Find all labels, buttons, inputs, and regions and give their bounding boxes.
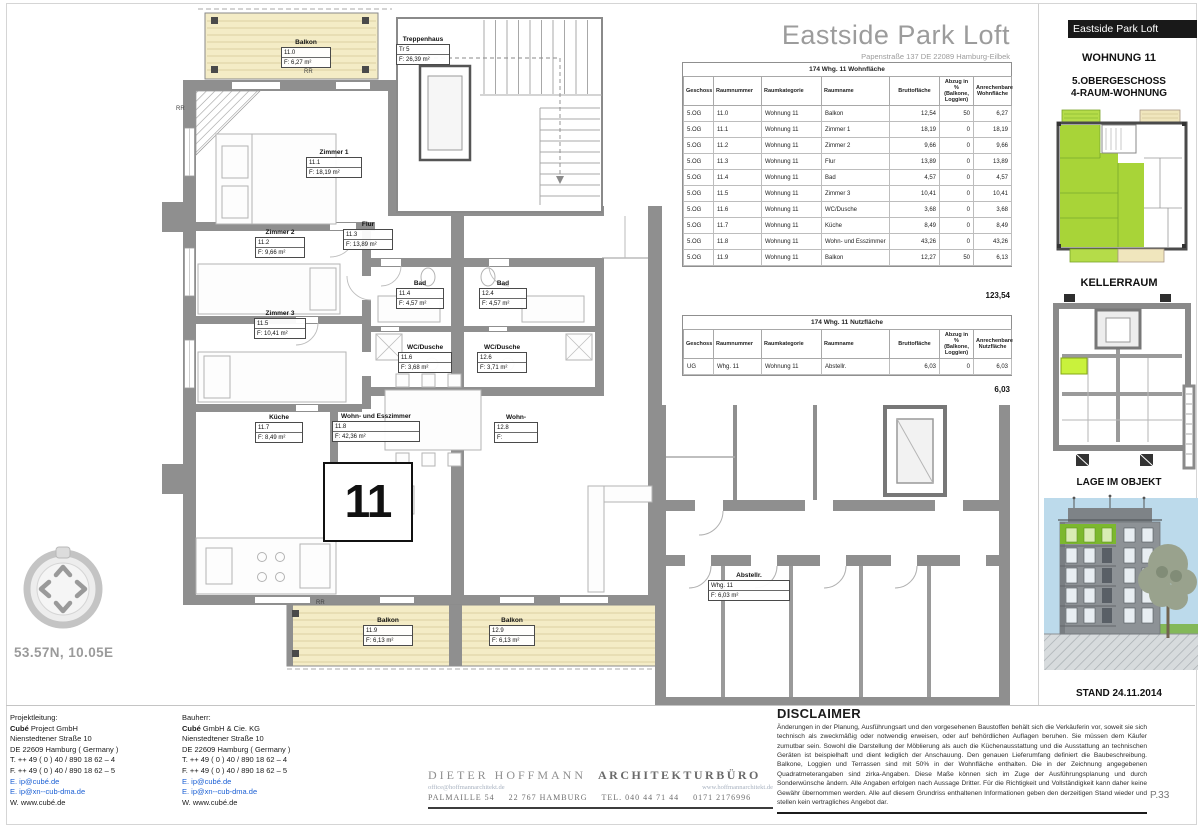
room-name: WC/Dusche [483, 344, 521, 351]
projekt-city: DE 22609 Hamburg ( Germany ) [10, 744, 119, 754]
room-name: Wohn- [505, 414, 527, 421]
table-cell: 12,54 [890, 106, 940, 122]
bauherr-block [182, 713, 290, 808]
table-cell: 11.5 [714, 186, 762, 202]
table-cell: 11.8 [714, 234, 762, 250]
table-cell: 0 [940, 154, 974, 170]
table-cell: Zimmer 3 [822, 186, 890, 202]
table-cell: Abstellr. [822, 359, 890, 375]
area-table-grid [683, 76, 1012, 266]
table-row [684, 359, 1012, 375]
room-area: F: 6,13 m² [364, 635, 412, 645]
table-cell: 11.3 [714, 154, 762, 170]
room-area: F: 4,57 m² [397, 298, 443, 308]
table-cell: 6,27 [974, 106, 1012, 122]
bauherr-city: DE 22609 Hamburg ( Germany ) [182, 744, 291, 754]
table-cell: 6,03 [974, 359, 1012, 375]
room-label-balkon-11-9 [363, 617, 413, 646]
table-cell: 0 [940, 202, 974, 218]
building-elevation [1044, 492, 1198, 670]
room-label-flur [343, 221, 393, 250]
disclaimer-title: DISCLAIMER [777, 706, 861, 721]
table-cell: 50 [940, 250, 974, 266]
room-name: Küche [269, 414, 289, 421]
room-info-box [479, 288, 527, 309]
room-name: Bad [413, 280, 427, 287]
table-cell: 8,49 [890, 218, 940, 234]
room-label-balkon-11-0 [281, 39, 331, 68]
projekt-fax: F. ++ 49 ( 0 ) 40 / 890 18 62 – 5 [10, 765, 116, 775]
room-info-box [306, 157, 362, 178]
wohnflaeche-total: 123,54 [985, 291, 1010, 300]
table-cell: Zimmer 1 [822, 122, 890, 138]
room-label-wc-dusche-11-6 [398, 344, 452, 373]
room-number: 11.2 [258, 239, 270, 246]
room-info-box [255, 422, 303, 443]
column-header: Geschoss [684, 330, 714, 359]
room-info-box [396, 44, 450, 65]
table-cell: Wohnung 11 [762, 218, 822, 234]
room-number: 11.0 [284, 49, 296, 56]
nutzflaeche-total: 6,03 [994, 385, 1010, 394]
table-cell: 5.OG [684, 154, 714, 170]
projekt-label: Projektleitung: [10, 713, 58, 722]
rr-mark: RR [176, 106, 185, 112]
table-cell: 10,41 [890, 186, 940, 202]
room-info-box [494, 422, 538, 443]
room-area: F: 42,36 m² [333, 431, 419, 441]
architect-block [428, 768, 773, 809]
table-cell: 10,41 [974, 186, 1012, 202]
room-number: Tr 5 [399, 46, 410, 53]
room-number: 11.7 [258, 424, 270, 431]
rr-mark: RR [304, 69, 313, 75]
bauherr-street: Nienstedtener Straße 10 [182, 734, 264, 744]
table-row [684, 138, 1012, 154]
table-cell: 5.OG [684, 218, 714, 234]
table-cell: 5.OG [684, 122, 714, 138]
table-row [684, 218, 1012, 234]
room-area: F: 13,89 m² [344, 239, 392, 249]
room-area: F: 9,66 m² [256, 247, 304, 257]
room-info-box [255, 237, 305, 258]
table-cell: 12,27 [890, 250, 940, 266]
room-name: Balkon [377, 617, 399, 624]
room-label-kueche [255, 414, 303, 443]
room-label-wc-dusche-12-6 [477, 344, 527, 373]
room-area: F: 6,27 m² [282, 57, 330, 67]
unit-number-11: 11 [323, 462, 413, 542]
table-cell: 0 [940, 186, 974, 202]
projekt-name: Cubé Project GmbH [10, 723, 78, 733]
page-number: P.33 [1150, 790, 1170, 801]
floor-title-line2: 4-RAUM-WOHNUNG [1070, 88, 1168, 99]
architect-address-line [428, 793, 773, 802]
room-name: Bad [496, 280, 510, 287]
room-info-box [343, 229, 393, 250]
architect-contacts [428, 784, 773, 791]
table-cell: 11.9 [714, 250, 762, 266]
column-header: Geschoss [684, 77, 714, 106]
table-cell: UG [684, 359, 714, 375]
bauherr-email2-link[interactable]: E. ip@xn--cub-dma.de [182, 787, 258, 797]
table-cell: 11.0 [714, 106, 762, 122]
room-label-balkon-12-9 [489, 617, 535, 646]
projekt-email1-link[interactable]: E. ip@cubé.de [10, 776, 60, 786]
column-header: Raumkategorie [762, 330, 822, 359]
architect-tel: TEL. 040 44 71 44 [601, 793, 680, 802]
table-cell: 50 [940, 106, 974, 122]
table-cell: 13,89 [974, 154, 1012, 170]
column-header: Raumnummer [714, 77, 762, 106]
table-cell: Wohnung 11 [762, 170, 822, 186]
table-cell: Wohnung 11 [762, 138, 822, 154]
room-label-zimmer-3 [254, 310, 306, 339]
room-number: 11.1 [309, 159, 321, 166]
room-info-box [363, 625, 413, 646]
table-row [684, 234, 1012, 250]
table-cell: Balkon [822, 106, 890, 122]
table-cell: Wohnung 11 [762, 202, 822, 218]
room-number: 12.4 [482, 290, 494, 297]
table-cell: Wohnung 11 [762, 106, 822, 122]
building [1058, 495, 1162, 634]
wohnflaeche-table [682, 62, 1012, 267]
room-info-box [489, 625, 535, 646]
bauherr-fax: F. ++ 49 ( 0 ) 40 / 890 18 62 – 5 [182, 765, 288, 775]
room-info-box [708, 580, 790, 601]
keller-cell-highlight [1061, 358, 1087, 374]
table-cell: 6,13 [974, 250, 1012, 266]
architect-city: 22 767 HAMBURG [508, 793, 588, 802]
room-area: F: 18,19 m² [307, 167, 361, 177]
table-cell: 8,49 [974, 218, 1012, 234]
table-cell: Wohnung 11 [762, 234, 822, 250]
table-cell: Wohnung 11 [762, 122, 822, 138]
architect-address: PALMAILLE 54 [428, 793, 495, 802]
room-name: Balkon [295, 39, 317, 46]
room-number: 12.9 [492, 627, 504, 634]
room-info-box [477, 352, 527, 373]
table-cell: 11.4 [714, 170, 762, 186]
table-cell: 11.2 [714, 138, 762, 154]
room-name: WC/Dusche [406, 344, 444, 351]
table-cell: 3,68 [974, 202, 1012, 218]
room-area: F: 4,57 m² [480, 298, 526, 308]
project-title: Eastside Park Loft [781, 20, 1010, 50]
table-cell: 4,57 [890, 170, 940, 186]
room-number: 11.4 [399, 290, 411, 297]
room-number: 11.5 [257, 320, 269, 327]
disclaimer-block [777, 706, 1147, 814]
table-row [684, 154, 1012, 170]
wohnung-title: WOHNUNG 11 [1082, 52, 1156, 64]
room-name: Abstellr. [736, 572, 762, 579]
room-area: F: 8,49 m² [256, 432, 302, 442]
projektleitung-block [10, 713, 118, 808]
table-cell: 6,03 [890, 359, 940, 375]
balcony-bottom [287, 605, 660, 669]
table-cell: 5.OG [684, 138, 714, 154]
room-label-bad-12-4 [479, 280, 527, 309]
room-number: 11.6 [401, 354, 413, 361]
projekt-web: W. www.cubé.de [10, 797, 66, 807]
architect-name: DIETER HOFFMANN ARCHITEKTURBÜRO [428, 768, 761, 782]
room-area: F: 26,39 m² [397, 54, 449, 64]
architect-web: www.hoffmannarchitekt.de [702, 784, 773, 791]
table-row [684, 122, 1012, 138]
table-title: 174 Whg. 11 Nutzfläche [811, 319, 883, 326]
room-info-box [398, 352, 452, 373]
table-row [684, 106, 1012, 122]
rr-mark: RR [316, 600, 325, 606]
projekt-email2-link[interactable]: E. ip@xn--cub-dma.de [10, 787, 86, 797]
table-cell: 5.OG [684, 170, 714, 186]
room-info-box [254, 318, 306, 339]
room-name: Balkon [501, 617, 523, 624]
keller-plan [1048, 294, 1196, 476]
architect-mobile: 0171 2176996 [693, 793, 752, 802]
table-cell: 11.1 [714, 122, 762, 138]
room-name: Flur [361, 221, 375, 228]
table-cell: Wohnung 11 [762, 250, 822, 266]
key-plan-overview [1048, 108, 1196, 266]
table-cell: Zimmer 2 [822, 138, 890, 154]
bauherr-name: Cubé GmbH & Cie. KG [182, 723, 260, 733]
projekt-tel: T. ++ 49 ( 0 ) 40 / 890 18 62 – 4 [10, 755, 116, 765]
table-cell: Wohnung 11 [762, 359, 822, 375]
floor-title-line1: 5.OBERGESCHOSS [1072, 76, 1166, 87]
room-label-bad-11-4 [396, 280, 444, 309]
room-info-box [396, 288, 444, 309]
room-name: Zimmer 3 [265, 310, 295, 317]
table-cell: Wohnung 11 [762, 186, 822, 202]
room-info-box [332, 421, 420, 442]
table-title: 174 Whg. 11 Wohnfläche [809, 66, 885, 73]
column-header: Abzug in % (Balkone, Loggien) [940, 77, 974, 106]
table-cell: Balkon [822, 250, 890, 266]
keller-title: KELLERRAUM [1080, 277, 1158, 289]
table-row [684, 202, 1012, 218]
table-cell: 18,19 [974, 122, 1012, 138]
room-label-abstellraum [708, 572, 790, 601]
table-cell: 5.OG [684, 186, 714, 202]
column-header: Raumnummer [714, 330, 762, 359]
room-label-treppenhaus [396, 36, 450, 65]
column-header: Abzug in % (Balkone, Loggien) [940, 330, 974, 359]
room-number: Whg. 11 [711, 582, 733, 589]
room-label-zimmer-2 [255, 229, 305, 258]
room-number: 12.6 [480, 354, 492, 361]
table-cell: 3,68 [890, 202, 940, 218]
lage-title: LAGE IM OBJEKT [1076, 477, 1162, 488]
table-cell: WC/Dusche [822, 202, 890, 218]
column-header: Bruttofläche [890, 330, 940, 359]
table-cell: Whg. 11 [714, 359, 762, 375]
table-cell: 9,66 [890, 138, 940, 154]
projekt-street: Nienstedtener Straße 10 [10, 734, 92, 744]
table-row [684, 186, 1012, 202]
table-cell: 5.OG [684, 250, 714, 266]
bauherr-label: Bauherr: [182, 713, 211, 722]
room-name: Zimmer 1 [319, 149, 349, 156]
room-info-box [281, 47, 331, 68]
room-name: Wohn- und Esszimmer [341, 413, 411, 420]
table-cell: 0 [940, 234, 974, 250]
bauherr-tel: T. ++ 49 ( 0 ) 40 / 890 18 62 – 4 [182, 755, 288, 765]
column-header: Anrechenbare Wohnfläche [974, 77, 1012, 106]
area-table-grid [683, 329, 1012, 375]
room-label-wohn-esszimmer [332, 413, 420, 442]
room-number: 12.8 [497, 424, 509, 431]
table-cell: 43,26 [974, 234, 1012, 250]
table-cell: 5.OG [684, 106, 714, 122]
room-area: F: 6,03 m² [709, 590, 789, 600]
basement-plan-fragment [655, 405, 1010, 705]
column-header: Bruttofläche [890, 77, 940, 106]
table-cell: 5.OG [684, 234, 714, 250]
table-cell: 4,57 [974, 170, 1012, 186]
room-label-zimmer-1 [306, 149, 362, 178]
table-cell: Flur [822, 154, 890, 170]
table-cell: 0 [940, 170, 974, 186]
project-address: Papenstraße 137 DE 22089 Hamburg-Eilbek [861, 52, 1010, 61]
brand-bar: Eastside Park Loft [1068, 20, 1197, 38]
room-name: Zimmer 2 [265, 229, 295, 236]
room-name: Treppenhaus [402, 36, 444, 43]
column-header: Raumname [822, 77, 890, 106]
table-cell: Wohn- und Esszimmer [822, 234, 890, 250]
room-number: 11.8 [335, 423, 347, 430]
room-area: F: 3,71 m² [478, 362, 526, 372]
column-header: Raumname [822, 330, 890, 359]
table-cell: 43,26 [890, 234, 940, 250]
table-cell: 11.6 [714, 202, 762, 218]
table-cell: 11.7 [714, 218, 762, 234]
table-cell: 0 [940, 218, 974, 234]
room-area: F: 10,41 m² [255, 328, 305, 338]
geo-coordinates: 53.57N, 10.05E [14, 645, 114, 660]
bauherr-web: W. www.cubé.de [182, 797, 238, 807]
column-header: Anrechenbare Nutzfläche [974, 330, 1012, 359]
table-cell: Küche [822, 218, 890, 234]
room-area: F: 3,68 m² [399, 362, 451, 372]
architect-email: office@hoffmannarchitekt.de [428, 784, 505, 791]
table-cell: 5.OG [684, 202, 714, 218]
stand-date: STAND 24.11.2014 [1076, 688, 1162, 699]
bauherr-email1-link[interactable]: E. ip@cubé.de [182, 776, 232, 786]
table-cell: Bad [822, 170, 890, 186]
column-header: Raumkategorie [762, 77, 822, 106]
room-number: 11.3 [346, 231, 358, 238]
table-cell: 0 [940, 122, 974, 138]
room-area: F: [495, 432, 537, 442]
table-cell: 0 [940, 138, 974, 154]
table-cell: 18,19 [890, 122, 940, 138]
compass-icon [18, 545, 108, 637]
room-area: F: 6,13 m² [490, 635, 534, 645]
disclaimer-text: Änderungen in der Planung, Ausführungsart und den vorgesehenen Baustoffen behält sich die Verkäuferin vor, soweit sie sich technisch als zweckmäßig oder notwendig erweisen, oder auf behördlichen Auflagen beruhen. Sie müssen dem Käufer zumutbar sein. Sowohl die Darstellung der Möblierung als auch die Küchenausstattung und die Ausstattung an technischen Geräten ist beispielhaft und dient lediglich der Anschauung. Den genauen Lieferumfang definiert die Baubeschreibung. Balkone, Loggien und Terrassen sind mit 50% in der Wohnfläche enthalten. Die in der Zeichnung angegebenen Quadratmeterangaben sind zirka-Angaben. Diese Maße können sich im Zuge der Ausführungsplanung und durch Sonderwünsche ändern. Alle Angaben erfolgen nach Aussage Dritter. Für die Richtigkeit und Vollständigkeit kann daher keine Gewähr übernommen werden. Alle auf diesem Grundriss enthaltenen Informationen geben den derzeitigen Stand wieder und stellen kein vertragliches Angebot dar. [777, 724, 1147, 806]
table-cell: Wohnung 11 [762, 154, 822, 170]
table-cell: 13,89 [890, 154, 940, 170]
table-cell: 0 [940, 359, 974, 375]
nutzflaeche-table [682, 315, 1012, 376]
table-row [684, 170, 1012, 186]
sidebar-separator [1038, 4, 1039, 705]
table-cell: 9,66 [974, 138, 1012, 154]
room-label-wohn-12-8 [494, 414, 538, 443]
table-row [684, 250, 1012, 266]
room-number: 11.9 [366, 627, 378, 634]
